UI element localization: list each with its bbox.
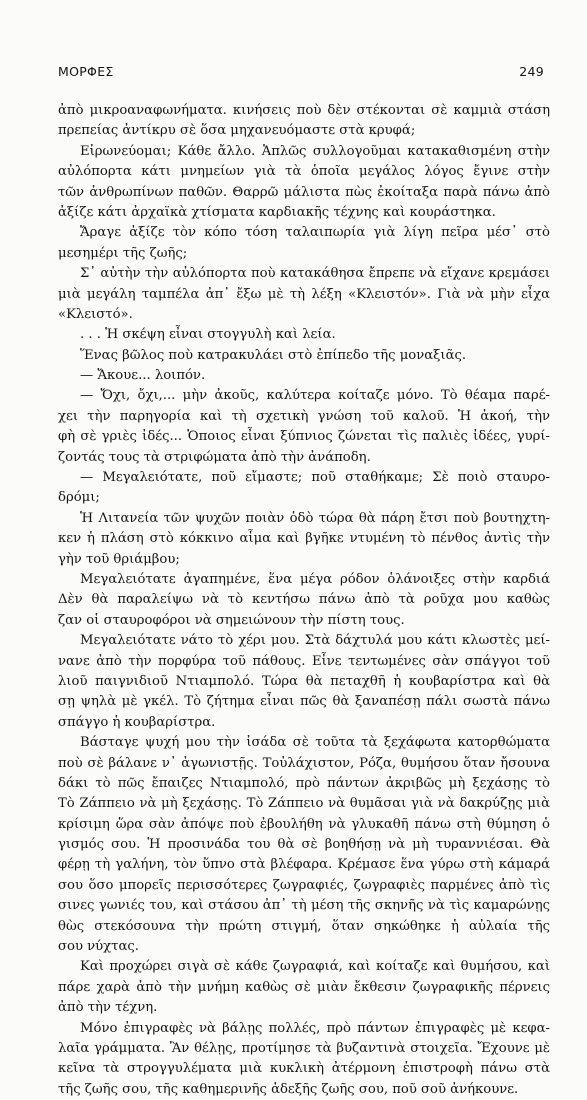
text-line: κρίσιμη ὥρα σὰν ἀπόψε ποὺ ἐβουλήθη νὰ γλυκαθῆ πάνω στὴ θύμηση ὁ	[58, 816, 550, 832]
text-line: δάκι τὸ πῶς ἔπαιζες Ντιαμπολό, πρὸ πάντων ἀκριβῶς μὴ ξεχάσῃς τὸ	[58, 775, 550, 791]
text-line: τῶν ἀνθρωπίνων παθῶν. Θαρρῶ μάλιστα πὼς ἐκοίταξα παρὰ πάνω ἀπὸ	[58, 184, 550, 200]
text-line: Ἄραγε ἀξίζε τὸν κόπο τόση ταλαιπωρία γιὰ λίγη πεῖρα μέσ᾽ στὸ	[80, 225, 550, 241]
text-line: φέρῃ τὴ γαλήνη, τὸν ὕπνο στὰ βλέφαρα. Κρέμασε ἕνα γύρω στὴ κάμαρά	[58, 857, 550, 873]
text-line: χει τὴν παρηγορία καὶ τὴ σχετικὴ γνώση τοῦ καλοῦ. Ἡ ἀκοή, τὴν	[58, 408, 550, 424]
text-line: σπάγγο ἡ κουβαρίστρα.	[58, 714, 216, 730]
text-line: Μεγαλειότατε ἀγαπημένε, ἕνα μέγα ρόδον ὁλάνοιξες στὴν καρδιά	[80, 571, 550, 587]
text-line: κεν ἡ πλάση στὸ κόκκινο αἷμα καὶ βγῆκε ντυμένη τὸ πένθος ἀντὶς τὴν	[58, 531, 550, 547]
text-line: πρεπείας ἀντίκρυ σὲ ὅσα μηχανευόμαστε στὰ κρυφά;	[58, 123, 416, 139]
text-line: σινες γωνιές του, καὶ στάσου ἀπ᾽ τὴ μέση τῆς σκηνῆς νὰ τὶς καμαρώνῃς	[58, 898, 550, 914]
text-line: . . . Ἡ σκέψη εἶναι στογγυλὴ καὶ λεία.	[80, 327, 336, 343]
text-line: Τὸ Ζάππειο νὰ μὴ ξεχάσῃς. Τὸ Ζάππειο νὰ θυμᾶσαι γιὰ νὰ δακρύζῃς μιὰ	[58, 796, 550, 812]
body-text	[58, 101, 550, 1100]
text-line: μιὰ μεγάλη ταμπέλα ἀπ᾽ ἔξω μὲ τὴ λέξη «Κλειστόν». Γιὰ νὰ μὴν εἶχα	[58, 286, 550, 302]
page-number: 249	[519, 64, 544, 79]
text-line: ἀπὸ μικροαναφωνήματα. κινήσεις ποὺ δὲν στέκονται σὲ καμμιὰ στάση	[58, 103, 550, 118]
text-line: ζοντάς τους τὰ στριφώματα ἀπὸ τὴν ἀνάποδη.	[58, 449, 371, 465]
running-head-title: ΜΟΡΦΕΣ	[58, 64, 114, 79]
text-line: σου νύχτας.	[58, 939, 139, 955]
text-line: Μόνο ἐπιγραφὲς νὰ βάλῃς πολλές, πρὸ πάντων ἐπιγραφὲς μὲ κεφα-	[80, 1020, 550, 1036]
text-line: κεῖνα τὰ στρογγυλέματα μιὰ κυκλικὴ ἀτέρμονη ἐπιστροφὴ πάνω στὰ	[58, 1061, 550, 1077]
text-line: λιοῦ παιγνιδιοῦ Ντιαμπολό. Τώρα θὰ πεταχθῆ ἡ κουβαρίστρα καὶ θὰ	[58, 673, 550, 689]
text-line: ζαν οἱ σταυροφόροι νὰ σημειώνουν τὴν πίστη τους.	[58, 612, 405, 628]
text-line: δρόμι;	[58, 490, 100, 506]
text-line: νανε ἀπὸ τὴν πορφύρα τοῦ πάθους. Εἶνε τεντωμένες σὰν σπάγγοι τοῦ	[58, 653, 550, 669]
text-line: Εἰρωνεύομαι; Κάθε ἄλλο. Ἁπλῶς συλλογοῦμαι κατακαθισμένη στὴν	[80, 143, 550, 159]
text-line: Ἡ Λιτανεία τῶν ψυχῶν ποιὰν ὁδὸ τώρα θὰ πάρη ἔτσι ποὺ βουτηχτη-	[80, 510, 550, 526]
text-line: — Μεγαλειότατε, ποῦ εἴμαστε; ποῦ σταθήκαμε; Σὲ ποιὸ σταυρο-	[80, 470, 550, 486]
text-line: Ἕνας βῶλος ποὺ κατρακυλάει στὸ ἐπίπεδο τῆς μοναξιᾶς.	[80, 347, 467, 363]
text-line: πάρε χαρὰ ἀπὸ τὴν μνήμη καθὼς σὲ μιὰν ἔκθεσιν ζωγραφικῆς πέρνεις	[58, 979, 550, 995]
running-head	[58, 64, 544, 82]
text-line: ἀξίζε κάτι ἀρχαϊκὰ χτίσματα καρδιακῆς τέχνης καὶ κουράστηκα.	[58, 204, 496, 220]
text-line: ἀπὸ τὴν τέχνη.	[58, 1000, 158, 1016]
text-line: μεσημέρι τῆς ζωῆς;	[58, 245, 188, 261]
text-line: — Ἄκουε... λοιπόν.	[80, 368, 206, 384]
text-line: σῃ ψηλὰ μὲ γκέλ. Τὸ ζήτημα εἶναι πῶς θὰ ξαναπέσῃ πάλι σωστὰ πάνω	[58, 694, 550, 710]
text-line: γὴν τοῦ θριάμβου;	[58, 551, 180, 567]
text-line: θὼς στεκόσουνα τὴν πρώτη στιγμή, ὅταν σηκώθηκε ἡ αὐλαία τῆς	[58, 918, 550, 934]
text-line: Σ᾽ αὐτὴν τὴν αὐλόπορτα ποὺ κατακάθησα ἔπρεπε νὰ εἴχανε κρεμάσει	[80, 266, 550, 282]
text-line: τῆς ζωῆς σου, τῆς καθημερινῆς ἀδεξῆς ζωῆς σου, ποῦ σοῦ ἀνήκουνε.	[58, 1081, 519, 1097]
text-line: — Ὄχι, ὄχι,... μὴν ἀκοῦς, καλύτερα κοίταζε μόνο. Τὸ θέαμα παρέ-	[80, 388, 550, 404]
text-line: φὴ σὲ γριὲς ἰδές... Ὁποιος εἶναι ξύπνιος ζώνεται τὶς παλιὲς ἰδέες, γυρί-	[58, 429, 550, 445]
text-line: «Κλειστό».	[58, 306, 133, 322]
text-line: Βάσταγε ψυχή μου τὴν ἰσάδα σὲ τοῦτα τὰ ξεχάφωτα κατορθώματα	[80, 735, 550, 751]
text-line: Μεγαλειότατε νάτο τὸ χέρι μου. Στὰ δάχτυλά μου κάτι κλωστὲς μεί-	[80, 633, 550, 649]
text-line: Καὶ προχώρει σιγὰ σὲ κάθε ζωγραφιά, καὶ κοίταζε καὶ θυμήσου, καὶ	[80, 959, 550, 975]
text-line: ποὺ σὲ βάλανε ν᾽ ἀγωνιστῇς. Τοὐλάχιστον, Ρόζα, θυμήσου ὅταν ἤσουνα	[58, 755, 550, 771]
text-line: γισμός σου. Ἡ προσινάδα του θὰ σὲ βοηθήσῃ νὰ μὴ τυραννιέσαι. Θὰ	[58, 837, 550, 853]
text-line: σου ὅσο μπορεῖς περισσότερες ζωγραφιές, ζωγραφιὲς παρμένες ἀπὸ τὶς	[58, 877, 550, 893]
text-line: αὐλόπορτα κάτι μνημείων γιὰ τὰ ὁποῖα μεγάλος λόγος ἔγινε στὴν	[58, 164, 550, 180]
text-line: Δὲν θὰ παραλείψω νὰ τὸ κεντήσω πάνω ἀπὸ τὰ ροῦχα μου καθὼς	[58, 592, 550, 608]
text-line: λαῖα γράμματα. Ἂν θέλῃς, προτίμησε τὰ βυζαντινὰ στοιχεῖα. Ἔχουνε μὲ	[58, 1040, 550, 1056]
